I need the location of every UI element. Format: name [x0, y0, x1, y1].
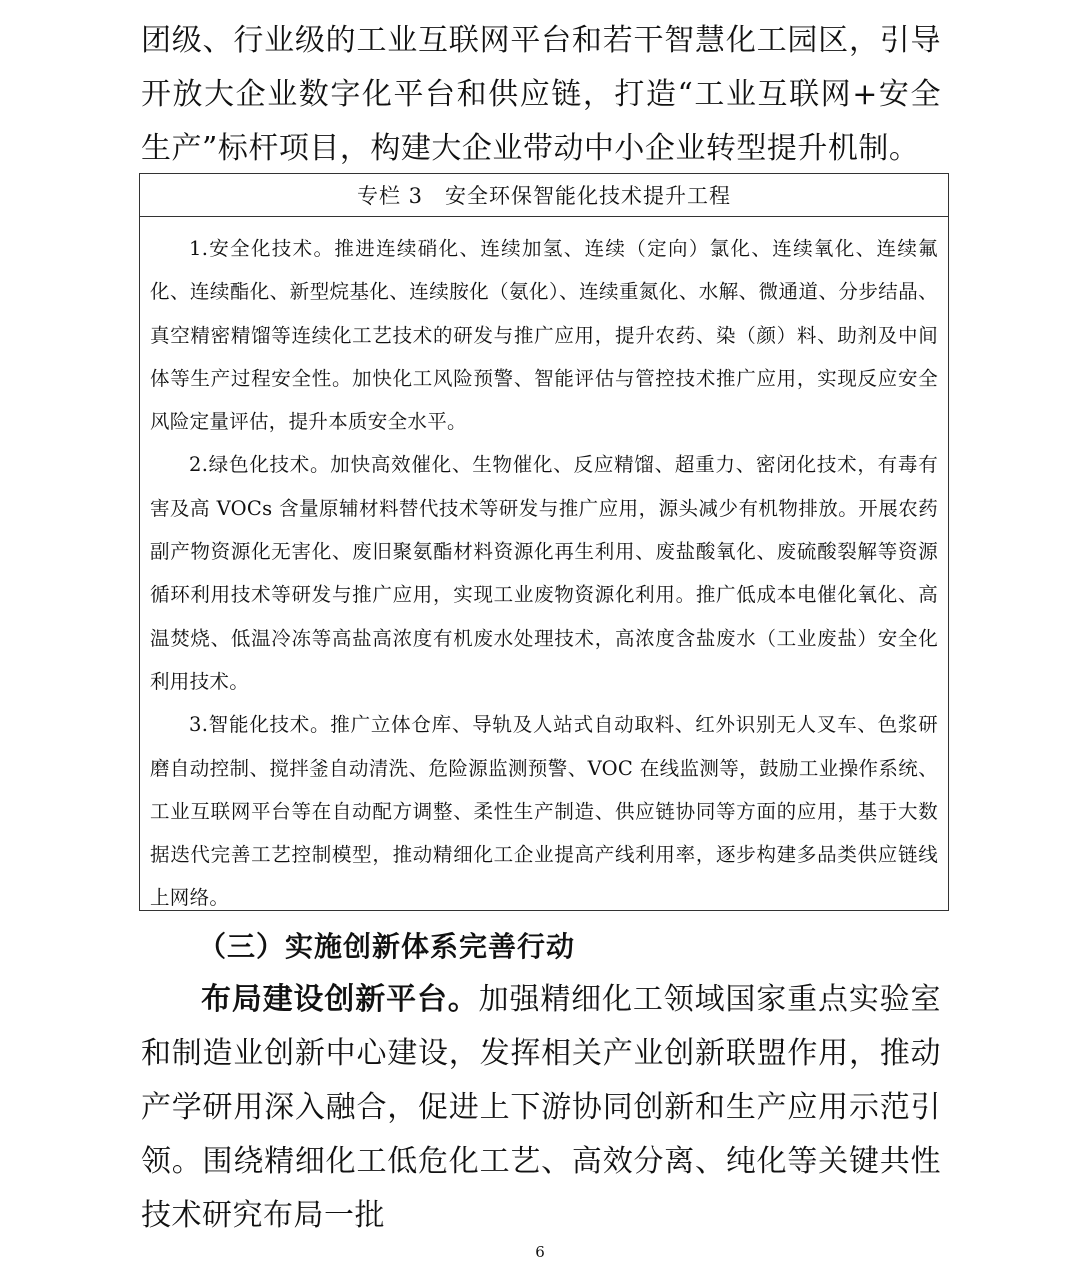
feature-box-title-text: 安全环保智能化技术提升工程 — [445, 184, 732, 208]
body-paragraph-top: 团级、行业级的工业互联网平台和若干智慧化工园区，引导开放大企业数字化平台和供应链，打造“工业互联网+安全生产”标杆项目，构建大企业带动中小企业转型提升机制。 — [141, 23, 941, 166]
box-item-green: 2.绿色化技术。加快高效催化、生物催化、反应精馏、超重力、密闭化技术，有毒有害及高 VOCs 含量原辅材料替代技术等研发与推广应用，源头减少有机物排放。开展农药副产物资源化无害化、废旧聚氨酯材料资源化再生利用、废盐酸氧化、废硫酸裂解等资源循环利用技术等研发与推广应用，实现工业废物资源化利用。推广低成本电催化氧化、高温焚烧、低温冷冻等高盐高浓度有机废水处理技术，高浓度含盐废水（工业废盐）安全化利用技术。 — [150, 453, 938, 693]
feature-box-body — [140, 217, 948, 920]
paragraph-lead: 布局建设创新平台。 — [201, 982, 479, 1017]
paragraph-text: 加强精细化工领域国家重点实验室和制造业创新中心建设，发挥相关产业创新联盟作用，推动产学研用深入融合，促进上下游协同创新和生产应用示范引领。围绕精细化工低危化工艺、高效分离、纯化等关键共性技术研究布局一批 — [141, 982, 942, 1233]
section-heading: （三）实施创新体系完善行动 — [198, 930, 576, 963]
page-number: 6 — [535, 1243, 545, 1261]
feature-box — [139, 173, 949, 911]
feature-box-title — [140, 174, 948, 217]
body-paragraph-bottom — [141, 973, 941, 1243]
box-item-smart: 3.智能化技术。推广立体仓库、导轨及人站式自动取料、红外识别无人叉车、色浆研磨自动控制、搅拌釜自动清洗、危险源监测预警、VOC 在线监测等，鼓励工业操作系统、工业互联网平台等在自动配方调整、柔性生产制造、供应链协同等方面的应用，基于大数据迭代完善工艺控制模型，推动精细化工企业提高产线利用率，逐步构建多品类供应链线上网络。 — [150, 713, 938, 910]
box-item-safety: 1.安全化技术。推进连续硝化、连续加氢、连续（定向）氯化、连续氧化、连续氟化、连续酯化、新型烷基化、连续胺化（氨化）、连续重氮化、水解、微通道、分步结晶、真空精密精馏等连续化工艺技术的研发与推广应用，提升农药、染（颜）料、助剂及中间体等生产过程安全性。加快化工风险预警、智能评估与管控技术推广应用，实现反应安全风险定量评估，提升本质安全水平。 — [150, 237, 938, 434]
feature-box-number: 专栏 3 — [356, 184, 424, 208]
